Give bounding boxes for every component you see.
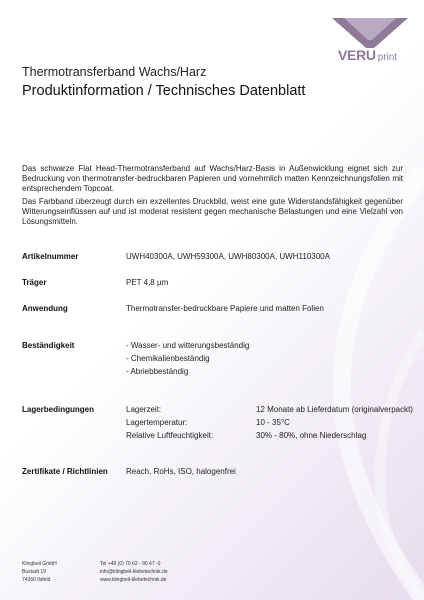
logo-v-mark-icon xyxy=(330,16,410,50)
spec-label-artikelnummer: Artikelnummer xyxy=(22,252,79,261)
lager-value-luftfeuchtigkeit: 30% - 80%, ohne Niederschlag xyxy=(256,431,367,440)
spec-value-artikelnummer: UWH40300A, UWH59300A, UWH80300A, UWH110300A xyxy=(126,252,330,261)
footer-email-link[interactable]: info@klingbeil-klebetechnik.de xyxy=(100,569,168,576)
footer-phone: Tel +49 (0) 70 62 - 90 47 -0 xyxy=(100,561,161,567)
lager-key-lagerzeit: Lagerzeit: xyxy=(126,405,162,414)
lager-value-temperatur: 10 - 35°C xyxy=(256,418,290,427)
spec-bestaendigkeit-item: - Chemikalienbeständig xyxy=(126,354,210,363)
lager-value-lagerzeit: 12 Monate ab Lieferdatum (originalverpackt) xyxy=(256,405,413,414)
spec-bestaendigkeit-item: - Wasser- und witterungsbeständig xyxy=(126,341,250,350)
spec-label-bestaendigkeit: Beständigkeit xyxy=(22,341,75,350)
intro-paragraph-2: Das Farbband überzeugt durch ein exzellentes Druckbild, weist eine gute Widerstandsfähigkeit gegenüber Witterungseinflüssen auf und ist moderat resistent gegen mechanische Belastungen und eine Vielzahl von Lösungsmitteln. xyxy=(22,197,403,227)
document-subtitle: Thermotransferband Wachs/Harz xyxy=(22,65,207,79)
footer-website-link[interactable]: www.klingbeil-klebetechnik.de xyxy=(100,577,167,584)
footer-address xyxy=(22,560,57,585)
footer-contact xyxy=(100,560,168,585)
footer-company: Klingbeil GmbH xyxy=(22,561,57,567)
spec-value-anwendung: Thermotransfer-bedruckbare Papiere und matten Folien xyxy=(126,304,324,313)
spec-label-lagerbedingungen: Lagerbedingungen xyxy=(22,405,94,414)
footer-street: Bustadt 19 xyxy=(22,569,46,576)
veruprint-logo xyxy=(330,16,410,64)
lager-key-temperatur: Lagertemperatur: xyxy=(126,418,188,427)
spec-label-traeger: Träger xyxy=(22,278,47,287)
logo-text-veru: VERU xyxy=(338,47,376,63)
spec-bestaendigkeit-item: - Abriebbeständig xyxy=(126,367,189,376)
lager-key-luftfeuchtigkeit: Relative Luftfeuchtigkeit: xyxy=(126,431,214,440)
footer-city: 74360 Ilsfeld xyxy=(22,577,51,584)
spec-value-traeger: PET 4,8 µm xyxy=(126,278,169,287)
spec-label-anwendung: Anwendung xyxy=(22,304,68,313)
logo-text-print: print xyxy=(377,52,398,63)
document-title: Produktinformation / Technisches Datenblatt xyxy=(22,83,306,99)
intro-paragraph-1: Das schwarze Flat Head-Thermotransferband auf Wachs/Harz-Basis in Außenwicklung eignet sich zur Bedruckung von thermotransfer-bedruckbaren Papieren und vornehmlich matten Kennzeichnungsfolien mit entsprechendem Topcoat. xyxy=(22,164,403,194)
spec-label-zertifikate: Zertifikate / Richtlinien xyxy=(22,467,108,476)
spec-value-zertifikate: Reach, RoHs, ISO, halogenfrei xyxy=(126,467,236,476)
